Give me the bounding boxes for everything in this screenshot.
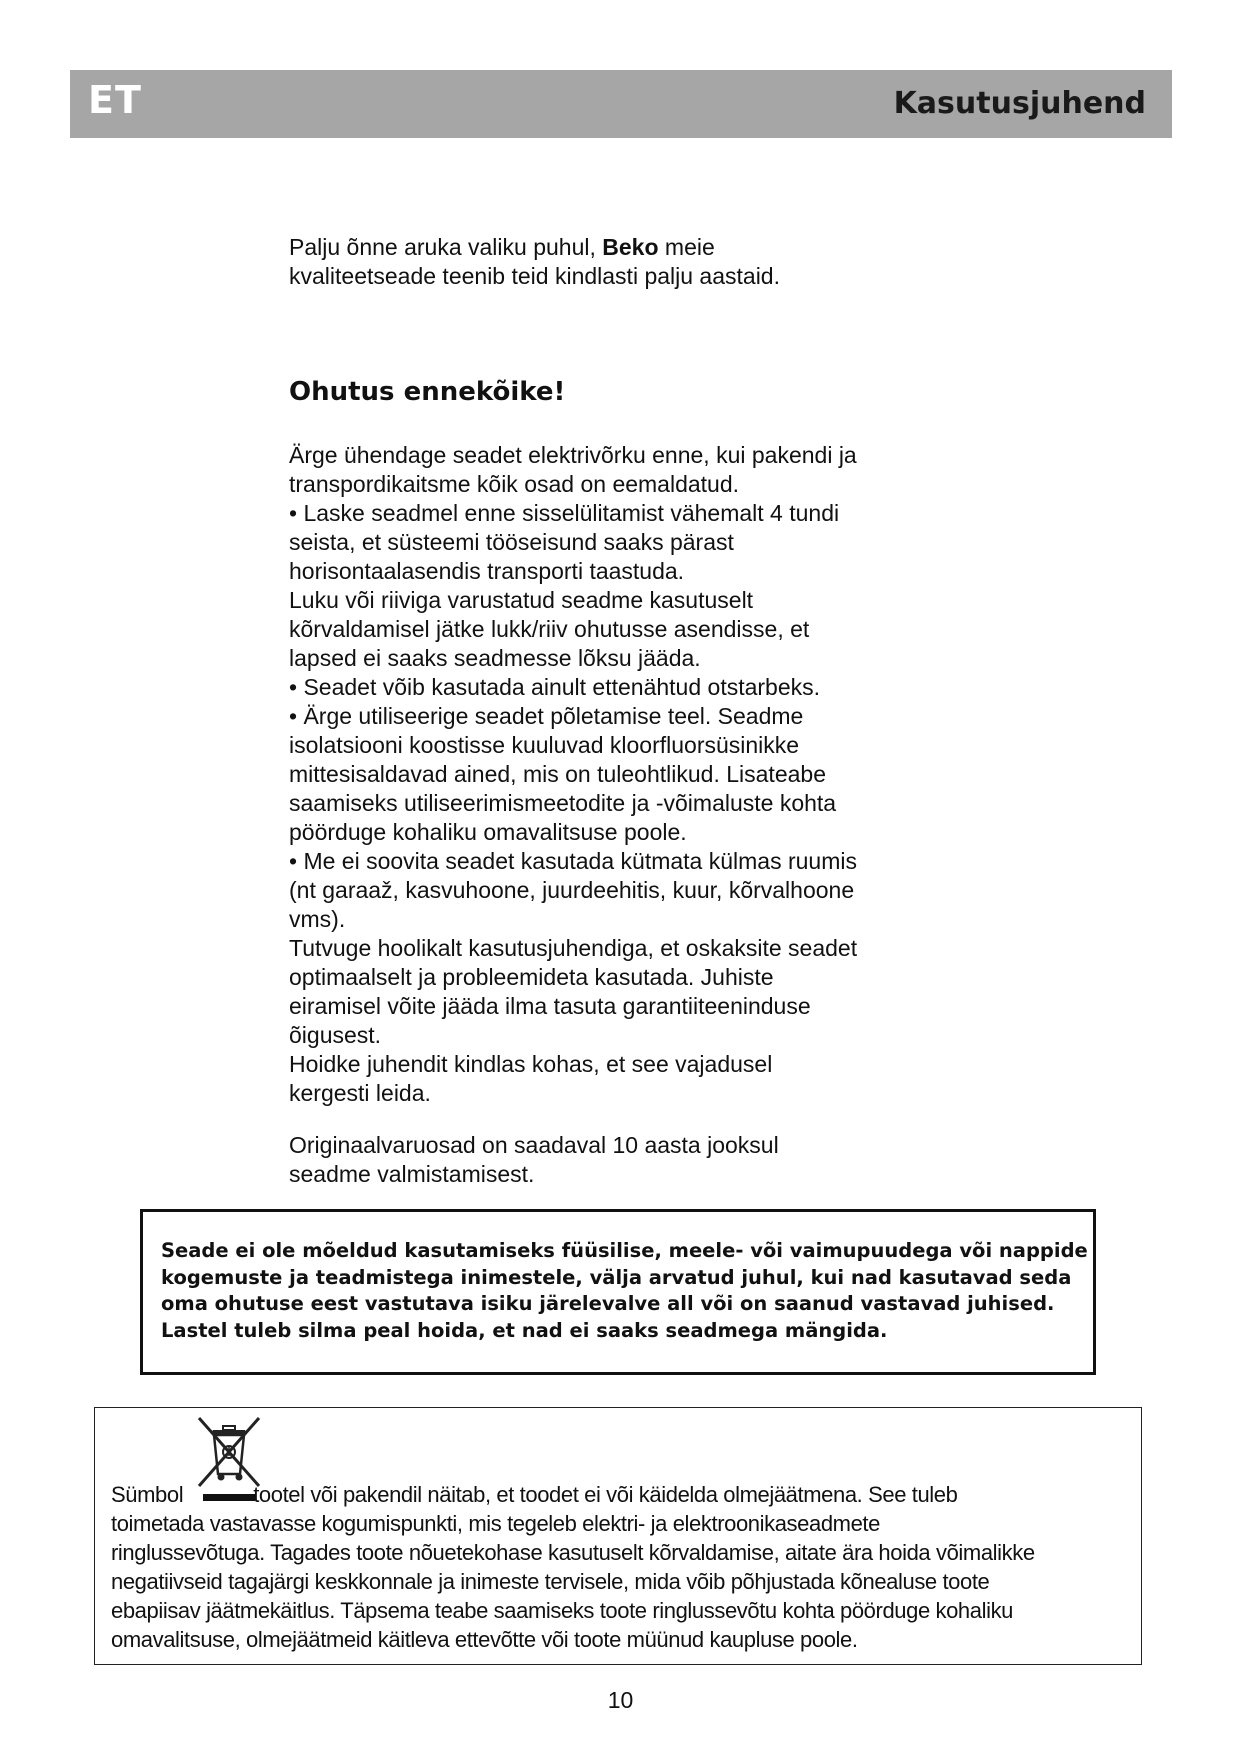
safety-heading: Ohutus ennekõike! [289, 377, 566, 407]
weee-line: omavalitsuse, olmejäätmeid käitleva ettevõtte või toote müünud kaupluse poole. [111, 1627, 858, 1652]
safety-line: • Seadet võib kasutada ainult ettenähtud otstarbeks. [289, 674, 821, 700]
safety-line: Tutvuge hoolikalt kasutusjuhendiga, et oskaksite seadet [289, 935, 858, 961]
safety-line: pöörduge kohaliku omavalitsuse poole. [289, 819, 687, 845]
weee-line: ebapiisav jäätmekäitlus. Täpsema teabe saamiseks toote ringlussevõtu kohta pöörduge kohaliku [111, 1598, 1014, 1623]
safety-line: • Laske seadmel enne sisselülitamist vähemalt 4 tundi [289, 500, 840, 526]
weee-line: toimetada vastavasse kogumispunkti, mis tegeleb elektri- ja elektroonikaseadmete [111, 1511, 880, 1536]
brand-name: Beko [602, 234, 659, 260]
intro-line-2: kvaliteetseade teenib teid kindlasti palju aastaid. [289, 263, 780, 289]
warning-line: Lastel tuleb silma peal hoida, et nad ei saaks seadmega mängida. [161, 1318, 888, 1342]
safety-line: • Ärge utiliseerige seadet põletamise teel. Seadme [289, 703, 804, 729]
safety-line: transpordikaitsme kõik osad on eemaldatud. [289, 471, 740, 497]
safety-line: saamiseks utiliseerimismeetodite ja -võimaluste kohta [289, 790, 837, 816]
warning-line: Seade ei ole mõeldud kasutamiseks füüsilise, meele- või vaimupuudega või nappide [161, 1239, 1088, 1262]
warning-box [140, 1209, 1096, 1375]
safety-text [289, 441, 939, 1108]
spare-parts-line: seadme valmistamisest. [289, 1161, 535, 1187]
safety-line: lapsed ei saaks seadmesse lõksu jääda. [289, 645, 701, 671]
safety-line: mittesisaldavad ained, mis on tuleohtlikud. Lisateabe [289, 761, 826, 787]
safety-line: (nt garaaž, kasvuhoone, juurdeehitis, kuur, kõrvalhoone [289, 877, 855, 903]
safety-line: vms). [289, 906, 346, 932]
safety-line: Hoidke juhendit kindlas kohas, et see vajadusel [289, 1051, 773, 1077]
intro-line-1: Palju õnne aruka valiku puhul, Beko meie [289, 234, 715, 260]
intro-paragraph [289, 233, 939, 291]
spare-parts-line: Originaalvaruosad on saadaval 10 aasta jooksul [289, 1132, 779, 1158]
safety-line: kergesti leida. [289, 1080, 431, 1106]
weee-first-line-rest: tootel või pakendil näitab, et toodet ei või käidelda olmejäätmena. See tuleb [253, 1482, 958, 1507]
safety-line: Ärge ühendage seadet elektrivõrku enne, kui pakendi ja [289, 442, 857, 468]
warning-text [161, 1238, 1088, 1344]
header-bar [70, 70, 1172, 138]
safety-line: optimaalselt ja probleemideta kasutada. Juhiste [289, 964, 774, 990]
safety-line: • Me ei soovita seadet kasutada kütmata külmas ruumis [289, 848, 857, 874]
weee-line: negatiivseid tagajärgi keskkonnale ja inimeste tervisele, mida võib põhjustada kõnealuse toote [111, 1569, 990, 1594]
warning-line: oma ohutuse eest vastutava isiku järelevalve all või on saanud vastavad juhised. [161, 1292, 1055, 1315]
document-title: Kasutusjuhend [893, 86, 1146, 121]
safety-line: õigusest. [289, 1022, 382, 1048]
weee-first-word: Sümbol [111, 1482, 184, 1507]
safety-line: eiramisel võite jääda ilma tasuta garantiiteeninduse [289, 993, 811, 1019]
warning-line: kogemuste ja teadmistega inimestele, välja arvatud juhul, kui nad kasutavad seda [161, 1265, 1072, 1289]
safety-line: isolatsiooni koostisse kuuluvad kloorfluorsüsinikke [289, 732, 800, 758]
weee-notice-box [94, 1407, 1142, 1665]
safety-line: horisontaalasendis transporti taastuda. [289, 558, 685, 584]
weee-line: ringlussevõtuga. Tagades toote nõuetekohase kasutuselt kõrvaldamise, aitate ära hoida võimalikke [111, 1540, 1035, 1565]
weee-text [111, 1480, 1131, 1654]
safety-line: Luku või riiviga varustatud seadme kasutuselt [289, 587, 754, 613]
language-code: ET [88, 78, 142, 122]
safety-line: kõrvaldamisel jätke lukk/riiv ohutusse asendisse, et [289, 616, 810, 642]
safety-line: seista, et süsteemi tööseisund saaks pärast [289, 529, 734, 555]
page-number: 10 [607, 1687, 634, 1713]
weee-line [111, 1480, 1131, 1509]
spare-parts-text [289, 1131, 939, 1189]
